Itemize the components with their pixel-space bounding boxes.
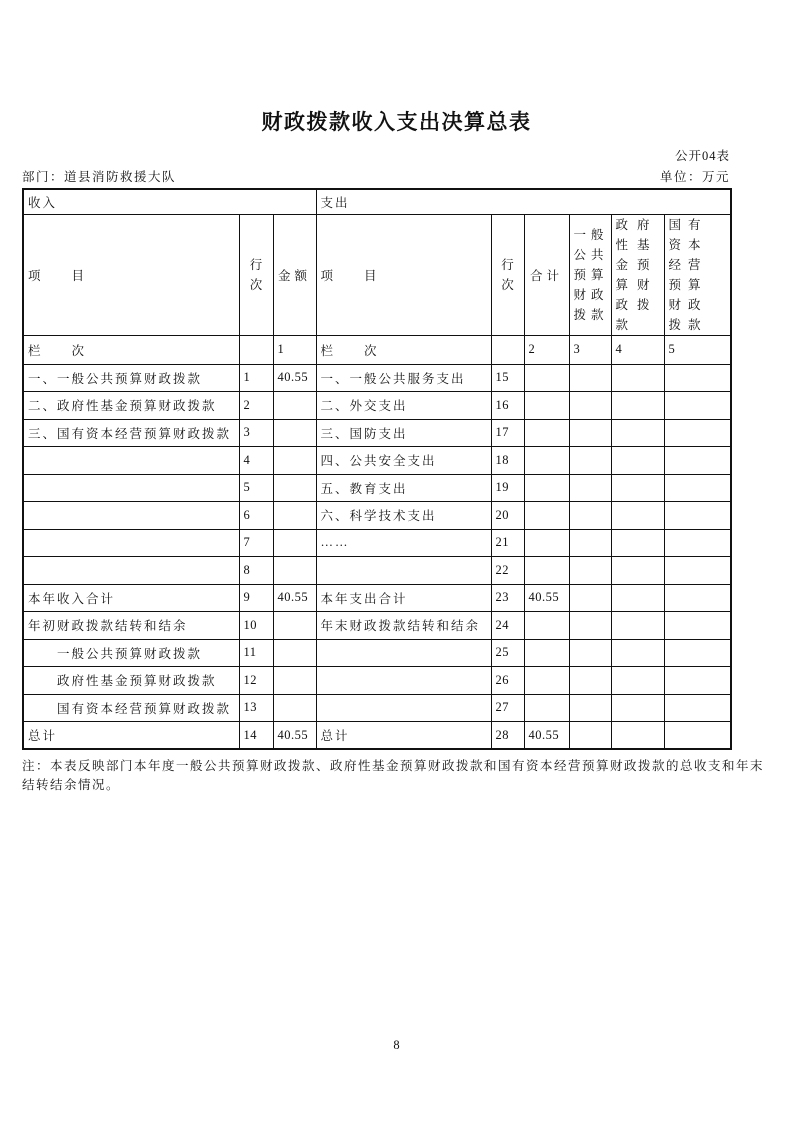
gov-fund-budget-header-text: 政府性基金预算财政拨款 — [615, 217, 659, 332]
expense-line-cell: 20 — [491, 502, 524, 530]
income-line-cell: 14 — [239, 722, 273, 750]
income-amount-cell: 40.55 — [273, 364, 316, 392]
expense-index-label: 栏 次 — [316, 335, 491, 364]
department-label: 部门：道县消防救援大队 — [22, 170, 177, 184]
content-area — [22, 146, 765, 796]
gov-fund-budget-header — [611, 214, 664, 335]
income-line-header — [239, 214, 273, 335]
expense-fund-cell — [611, 502, 664, 530]
income-item-cell: 年初财政拨款结转和结余 — [23, 612, 239, 640]
expense-item-cell — [316, 639, 491, 667]
expense-total-cell — [524, 639, 569, 667]
expense-line-cell: 28 — [491, 722, 524, 750]
income-item-cell — [23, 447, 239, 475]
expense-capital-cell — [664, 392, 731, 420]
expense-fund-cell — [611, 392, 664, 420]
income-item-header: 项 目 — [23, 214, 239, 335]
expense-general-cell — [569, 419, 611, 447]
income-item-cell — [23, 529, 239, 557]
expense-capital-cell — [664, 529, 731, 557]
expense-total-header: 合计 — [524, 214, 569, 335]
expense-general-cell — [569, 722, 611, 750]
income-line-cell: 12 — [239, 667, 273, 695]
fiscal-summary-table — [22, 188, 732, 750]
expense-item-cell: 四、公共安全支出 — [316, 447, 491, 475]
income-line-cell: 5 — [239, 474, 273, 502]
income-amount-cell — [273, 612, 316, 640]
footnote: 注：本表反映部门本年度一般公共预算财政拨款、政府性基金预算财政拨款和国有资本经营预算财政拨款的总收支和年末结转结余情况。 — [22, 759, 765, 793]
income-line-cell: 3 — [239, 419, 273, 447]
expense-line-cell: 24 — [491, 612, 524, 640]
column-index-row — [23, 335, 731, 364]
section-header-row — [23, 189, 731, 214]
unit-label: 单位：万元 — [659, 170, 730, 184]
table-row — [23, 639, 731, 667]
expense-line-cell: 21 — [491, 529, 524, 557]
expense-capital-cell — [664, 722, 731, 750]
table-row — [23, 557, 731, 585]
meta-line — [22, 167, 730, 185]
expense-total-cell — [524, 392, 569, 420]
expense-line-header-text: 行次 — [501, 257, 514, 292]
expense-capital-cell — [664, 447, 731, 475]
income-item-cell: 一、一般公共预算财政拨款 — [23, 364, 239, 392]
expense-capital-cell — [664, 639, 731, 667]
expense-total-cell — [524, 419, 569, 447]
income-line-cell: 4 — [239, 447, 273, 475]
expense-fund-cell — [611, 557, 664, 585]
income-amount-cell — [273, 502, 316, 530]
expense-total-cell — [524, 474, 569, 502]
expense-line-cell: 16 — [491, 392, 524, 420]
income-amount-header: 金额 — [273, 214, 316, 335]
expense-general-cell — [569, 529, 611, 557]
income-line-cell: 1 — [239, 364, 273, 392]
expense-line-cell: 23 — [491, 584, 524, 612]
table-row — [23, 694, 731, 722]
income-item-cell: 二、政府性基金预算财政拨款 — [23, 392, 239, 420]
expense-general-cell — [569, 474, 611, 502]
expense-general-cell — [569, 667, 611, 695]
page-title: 财政拨款收入支出决算总表 — [261, 110, 532, 134]
gov-fund-budget-index: 4 — [611, 335, 664, 364]
table-code: 公开04表 — [674, 149, 730, 163]
income-item-cell — [23, 474, 239, 502]
expense-total-cell — [524, 529, 569, 557]
expense-fund-cell — [611, 419, 664, 447]
expense-capital-cell — [664, 612, 731, 640]
expense-capital-cell — [664, 502, 731, 530]
table-row — [23, 584, 731, 612]
income-amount-cell — [273, 639, 316, 667]
column-header-row — [23, 214, 731, 335]
expense-capital-cell — [664, 364, 731, 392]
expense-line-index — [491, 335, 524, 364]
expense-item-cell — [316, 694, 491, 722]
income-line-index — [239, 335, 273, 364]
expense-total-cell — [524, 557, 569, 585]
income-item-cell: 国有资本经营预算财政拨款 — [23, 694, 239, 722]
expense-line-cell: 15 — [491, 364, 524, 392]
table-row — [23, 364, 731, 392]
expense-item-cell: 二、外交支出 — [316, 392, 491, 420]
income-section-header: 收入 — [23, 189, 316, 214]
income-amount-cell: 40.55 — [273, 584, 316, 612]
expense-item-cell: 三、国防支出 — [316, 419, 491, 447]
income-amount-cell: 40.55 — [273, 722, 316, 750]
expense-capital-cell — [664, 584, 731, 612]
table-row — [23, 392, 731, 420]
expense-total-cell: 40.55 — [524, 722, 569, 750]
table-row — [23, 447, 731, 475]
expense-capital-cell — [664, 694, 731, 722]
state-capital-budget-header — [664, 214, 731, 335]
income-amount-cell — [273, 694, 316, 722]
expense-general-cell — [569, 447, 611, 475]
expense-general-cell — [569, 392, 611, 420]
general-budget-header-text: 一般公共预算财政拨款 — [573, 227, 609, 322]
income-line-header-text: 行次 — [249, 257, 263, 292]
expense-fund-cell — [611, 694, 664, 722]
expense-line-cell: 25 — [491, 639, 524, 667]
expense-capital-cell — [664, 419, 731, 447]
general-budget-header — [569, 214, 611, 335]
income-amount-cell — [273, 667, 316, 695]
expense-general-cell — [569, 612, 611, 640]
table-row — [23, 502, 731, 530]
income-amount-index: 1 — [273, 335, 316, 364]
expense-section-header: 支出 — [316, 189, 731, 214]
expense-capital-cell — [664, 557, 731, 585]
expense-item-cell: 本年支出合计 — [316, 584, 491, 612]
general-budget-index: 3 — [569, 335, 611, 364]
expense-fund-cell — [611, 639, 664, 667]
income-line-cell: 8 — [239, 557, 273, 585]
expense-total-cell — [524, 667, 569, 695]
expense-general-cell — [569, 639, 611, 667]
state-capital-budget-index: 5 — [664, 335, 731, 364]
table-row — [23, 419, 731, 447]
expense-general-cell — [569, 557, 611, 585]
expense-capital-cell — [664, 667, 731, 695]
expense-line-cell: 19 — [491, 474, 524, 502]
expense-fund-cell — [611, 722, 664, 750]
expense-total-cell — [524, 694, 569, 722]
expense-fund-cell — [611, 364, 664, 392]
page-number: 8 — [393, 1038, 400, 1052]
income-item-cell: 总计 — [23, 722, 239, 750]
expense-total-cell — [524, 364, 569, 392]
expense-item-header: 项 目 — [316, 214, 491, 335]
income-index-label: 栏 次 — [23, 335, 239, 364]
table-row — [23, 474, 731, 502]
expense-fund-cell — [611, 447, 664, 475]
income-line-cell: 6 — [239, 502, 273, 530]
income-item-cell: 三、国有资本经营预算财政拨款 — [23, 419, 239, 447]
expense-item-cell — [316, 557, 491, 585]
expense-general-cell — [569, 364, 611, 392]
income-amount-cell — [273, 392, 316, 420]
expense-line-header — [491, 214, 524, 335]
expense-line-cell: 27 — [491, 694, 524, 722]
table-row — [23, 722, 731, 750]
expense-fund-cell — [611, 667, 664, 695]
income-amount-cell — [273, 557, 316, 585]
expense-total-cell — [524, 502, 569, 530]
income-item-cell: 一般公共预算财政拨款 — [23, 639, 239, 667]
expense-fund-cell — [611, 474, 664, 502]
expense-line-cell: 18 — [491, 447, 524, 475]
expense-item-cell — [316, 667, 491, 695]
expense-total-cell: 40.55 — [524, 584, 569, 612]
income-amount-cell — [273, 447, 316, 475]
expense-item-cell: 六、科学技术支出 — [316, 502, 491, 530]
expense-general-cell — [569, 584, 611, 612]
expense-line-cell: 26 — [491, 667, 524, 695]
state-capital-budget-header-text: 国有资本经营预算财政拨款 — [668, 217, 708, 332]
income-item-cell: 政府性基金预算财政拨款 — [23, 667, 239, 695]
table-row — [23, 529, 731, 557]
expense-item-cell: …… — [316, 529, 491, 557]
income-line-cell: 11 — [239, 639, 273, 667]
income-item-cell — [23, 557, 239, 585]
income-amount-cell — [273, 529, 316, 557]
expense-item-cell: 总计 — [316, 722, 491, 750]
expense-line-cell: 17 — [491, 419, 524, 447]
expense-item-cell: 一、一般公共服务支出 — [316, 364, 491, 392]
income-line-cell: 2 — [239, 392, 273, 420]
expense-fund-cell — [611, 529, 664, 557]
expense-total-index: 2 — [524, 335, 569, 364]
income-line-cell: 13 — [239, 694, 273, 722]
income-amount-cell — [273, 474, 316, 502]
expense-general-cell — [569, 694, 611, 722]
table-row — [23, 667, 731, 695]
income-line-cell: 7 — [239, 529, 273, 557]
income-line-cell: 10 — [239, 612, 273, 640]
expense-general-cell — [569, 502, 611, 530]
income-item-cell: 本年收入合计 — [23, 584, 239, 612]
income-amount-cell — [273, 419, 316, 447]
expense-item-cell: 年末财政拨款结转和结余 — [316, 612, 491, 640]
table-row — [23, 612, 731, 640]
expense-capital-cell — [664, 474, 731, 502]
expense-fund-cell — [611, 612, 664, 640]
income-item-cell — [23, 502, 239, 530]
expense-total-cell — [524, 612, 569, 640]
income-line-cell: 9 — [239, 584, 273, 612]
expense-fund-cell — [611, 584, 664, 612]
expense-line-cell: 22 — [491, 557, 524, 585]
expense-total-cell — [524, 447, 569, 475]
expense-item-cell: 五、教育支出 — [316, 474, 491, 502]
